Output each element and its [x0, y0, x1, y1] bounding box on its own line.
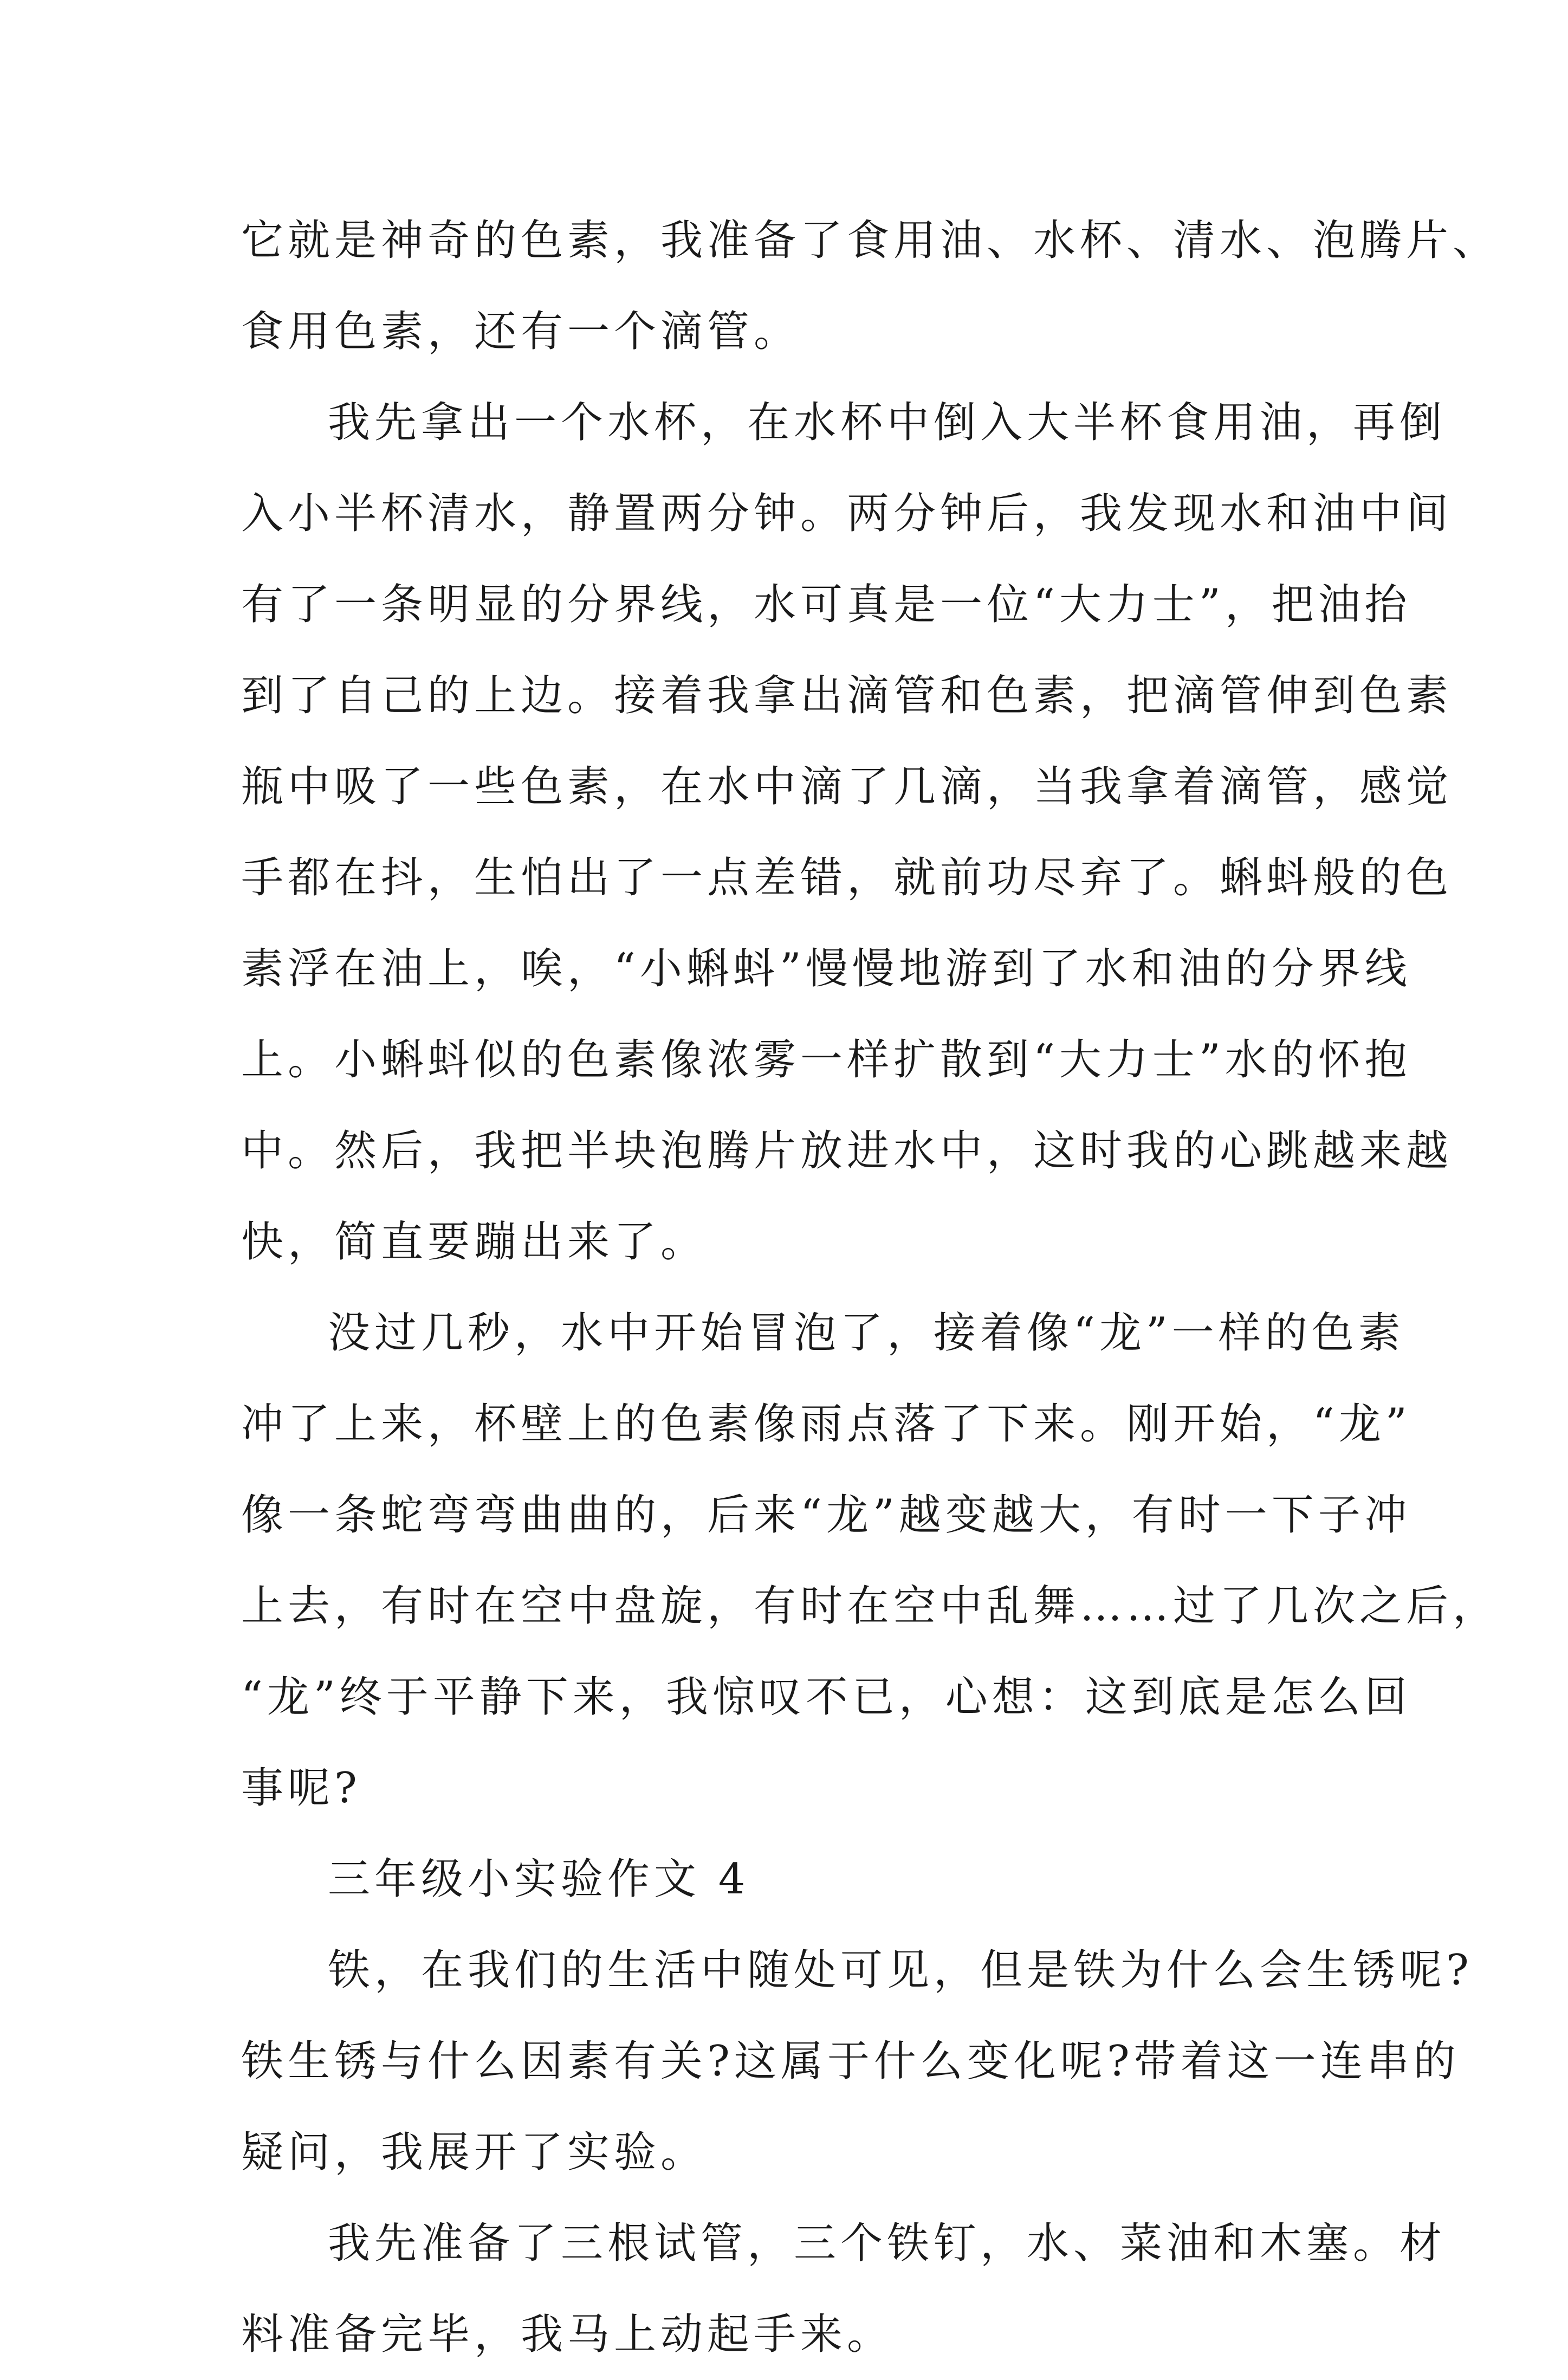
paragraph-5-line-3: 疑问，我展开了实验。 [241, 2128, 708, 2177]
paragraph-6-line-2: 料准备完毕，我马上动起手来。 [241, 2310, 894, 2359]
paragraph-1-line-1: 它就是神奇的色素，我准备了食用油、水杯、清水、泡腾片、 [241, 216, 1500, 265]
paragraph-3-line-4: 上去，有时在空中盘旋，有时在空中乱舞……过了几次之后， [241, 1582, 1500, 1631]
paragraph-2-line-4: 到了自己的上边。接着我拿出滴管和色素，把滴管伸到色素 [241, 671, 1453, 720]
essay-body [241, 195, 1500, 2380]
paragraph-3-line-6: 事呢? [241, 1764, 361, 1813]
paragraph-3-line-3: 像一条蛇弯弯曲曲的，后来“龙”越变越大，有时一下子冲 [241, 1491, 1411, 1540]
paragraph-2-line-1: 我先拿出一个水杯，在水杯中倒入大半杯食用油，再倒 [328, 398, 1447, 447]
paragraph-5-line-2: 铁生锈与什么因素有关?这属于什么变化呢?带着这一连串的 [241, 2037, 1460, 2086]
paragraph-2-line-10: 快，简直要蹦出来了。 [241, 1218, 708, 1266]
paragraph-2-line-5: 瓶中吸了一些色素，在水中滴了几滴，当我拿着滴管，感觉 [241, 762, 1453, 811]
paragraph-2-line-7: 素浮在油上，唉，“小蝌蚪”慢慢地游到了水和油的分界线 [241, 945, 1411, 993]
paragraph-2-line-2: 入小半杯清水，静置两分钟。两分钟后，我发现水和油中间 [241, 489, 1453, 538]
paragraph-2-line-8: 上。小蝌蚪似的色素像浓雾一样扩散到“大力士”水的怀抱 [241, 1036, 1411, 1084]
paragraph-3-line-5: “龙”终于平静下来，我惊叹不已，心想：这到底是怎么回 [241, 1673, 1411, 1722]
paragraph-1-line-2: 食用色素，还有一个滴管。 [241, 307, 801, 356]
paragraph-2-line-6: 手都在抖，生怕出了一点差错，就前功尽弃了。蝌蚪般的色 [241, 853, 1453, 902]
paragraph-6-line-1: 我先准备了三根试管，三个铁钉，水、菜油和木塞。材 [328, 2219, 1447, 2268]
paragraph-3-line-1: 没过几秒，水中开始冒泡了，接着像“龙”一样的色素 [328, 1309, 1405, 1357]
paragraph-2-line-9: 中。然后，我把半块泡腾片放进水中，这时我的心跳越来越 [241, 1127, 1453, 1175]
paragraph-5-line-1: 铁，在我们的生活中随处可见，但是铁为什么会生锈呢? [328, 1946, 1473, 1995]
paragraph-3-line-2: 冲了上来，杯壁上的色素像雨点落了下来。刚开始，“龙” [241, 1400, 1411, 1448]
paragraph-2-line-3: 有了一条明显的分界线，水可真是一位“大力士”，把油抬 [241, 580, 1411, 629]
section-heading: 三年级小实验作文 4 [328, 1855, 750, 1904]
